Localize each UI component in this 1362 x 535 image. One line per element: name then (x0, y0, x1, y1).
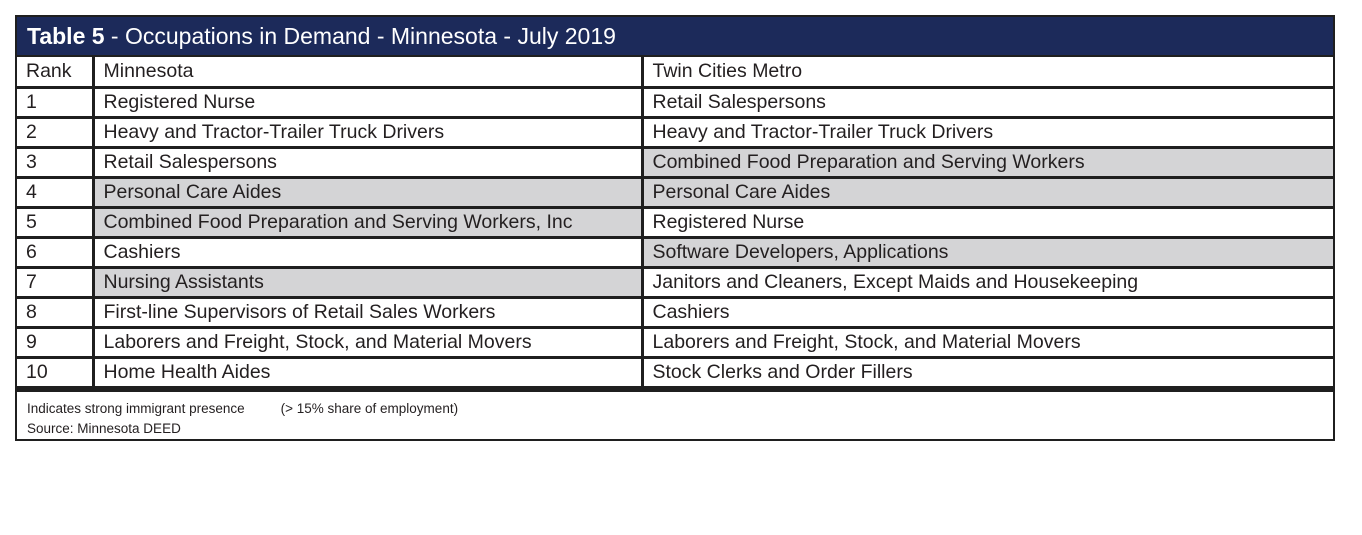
metro-cell: Personal Care Aides (642, 177, 1333, 207)
immigrant-legend (27, 399, 1323, 419)
table-row (17, 327, 1333, 357)
table-row (17, 207, 1333, 237)
table-row (17, 297, 1333, 327)
minnesota-cell: Heavy and Tractor-Trailer Truck Drivers (93, 117, 642, 147)
legend-threshold: (> 15% share of employment) (280, 400, 459, 416)
rank-cell: 2 (17, 117, 93, 147)
table-notes (17, 389, 1333, 439)
metro-cell: Registered Nurse (642, 207, 1333, 237)
minnesota-cell: First-line Supervisors of Retail Sales Workers (93, 297, 642, 327)
metro-cell: Retail Salespersons (642, 87, 1333, 117)
minnesota-cell: Cashiers (93, 237, 642, 267)
table-row (17, 87, 1333, 117)
table-title-text: - Occupations in Demand - Minnesota - July 2019 (104, 22, 616, 49)
source-note: Source: Minnesota DEED (27, 420, 181, 436)
metro-cell: Combined Food Preparation and Serving Workers (642, 147, 1333, 177)
header-minnesota: Minnesota (93, 57, 642, 87)
rank-cell: 4 (17, 177, 93, 207)
minnesota-cell: Combined Food Preparation and Serving Workers, Inc (93, 207, 642, 237)
rank-cell: 1 (17, 87, 93, 117)
table-row (17, 237, 1333, 267)
rank-cell: 10 (17, 357, 93, 387)
table-number: Table 5 (27, 22, 105, 49)
minnesota-cell: Personal Care Aides (93, 177, 642, 207)
table-row (17, 357, 1333, 387)
table-row (17, 177, 1333, 207)
table-row (17, 117, 1333, 147)
table-row (17, 267, 1333, 297)
metro-cell: Laborers and Freight, Stock, and Material Movers (642, 327, 1333, 357)
header-row (17, 57, 1333, 87)
minnesota-cell: Laborers and Freight, Stock, and Material Movers (93, 327, 642, 357)
minnesota-cell: Retail Salespersons (93, 147, 642, 177)
minnesota-cell: Registered Nurse (93, 87, 642, 117)
rank-cell: 6 (17, 237, 93, 267)
metro-cell: Stock Clerks and Order Fillers (642, 357, 1333, 387)
rank-cell: 8 (17, 297, 93, 327)
metro-cell: Cashiers (642, 297, 1333, 327)
metro-cell: Heavy and Tractor-Trailer Truck Drivers (642, 117, 1333, 147)
minnesota-cell: Home Health Aides (93, 357, 642, 387)
occupations-table (15, 15, 1335, 441)
metro-cell: Janitors and Cleaners, Except Maids and Housekeeping (642, 267, 1333, 297)
table-row (17, 147, 1333, 177)
occupations-grid (17, 57, 1333, 389)
rank-cell: 5 (17, 207, 93, 237)
rank-cell: 7 (17, 267, 93, 297)
minnesota-cell: Nursing Assistants (93, 267, 642, 297)
legend-text: Indicates strong immigrant presence (27, 400, 245, 416)
rank-cell: 9 (17, 327, 93, 357)
header-metro: Twin Cities Metro (642, 57, 1333, 87)
rank-cell: 3 (17, 147, 93, 177)
header-rank: Rank (17, 57, 93, 87)
table-title (17, 17, 1333, 57)
metro-cell: Software Developers, Applications (642, 237, 1333, 267)
